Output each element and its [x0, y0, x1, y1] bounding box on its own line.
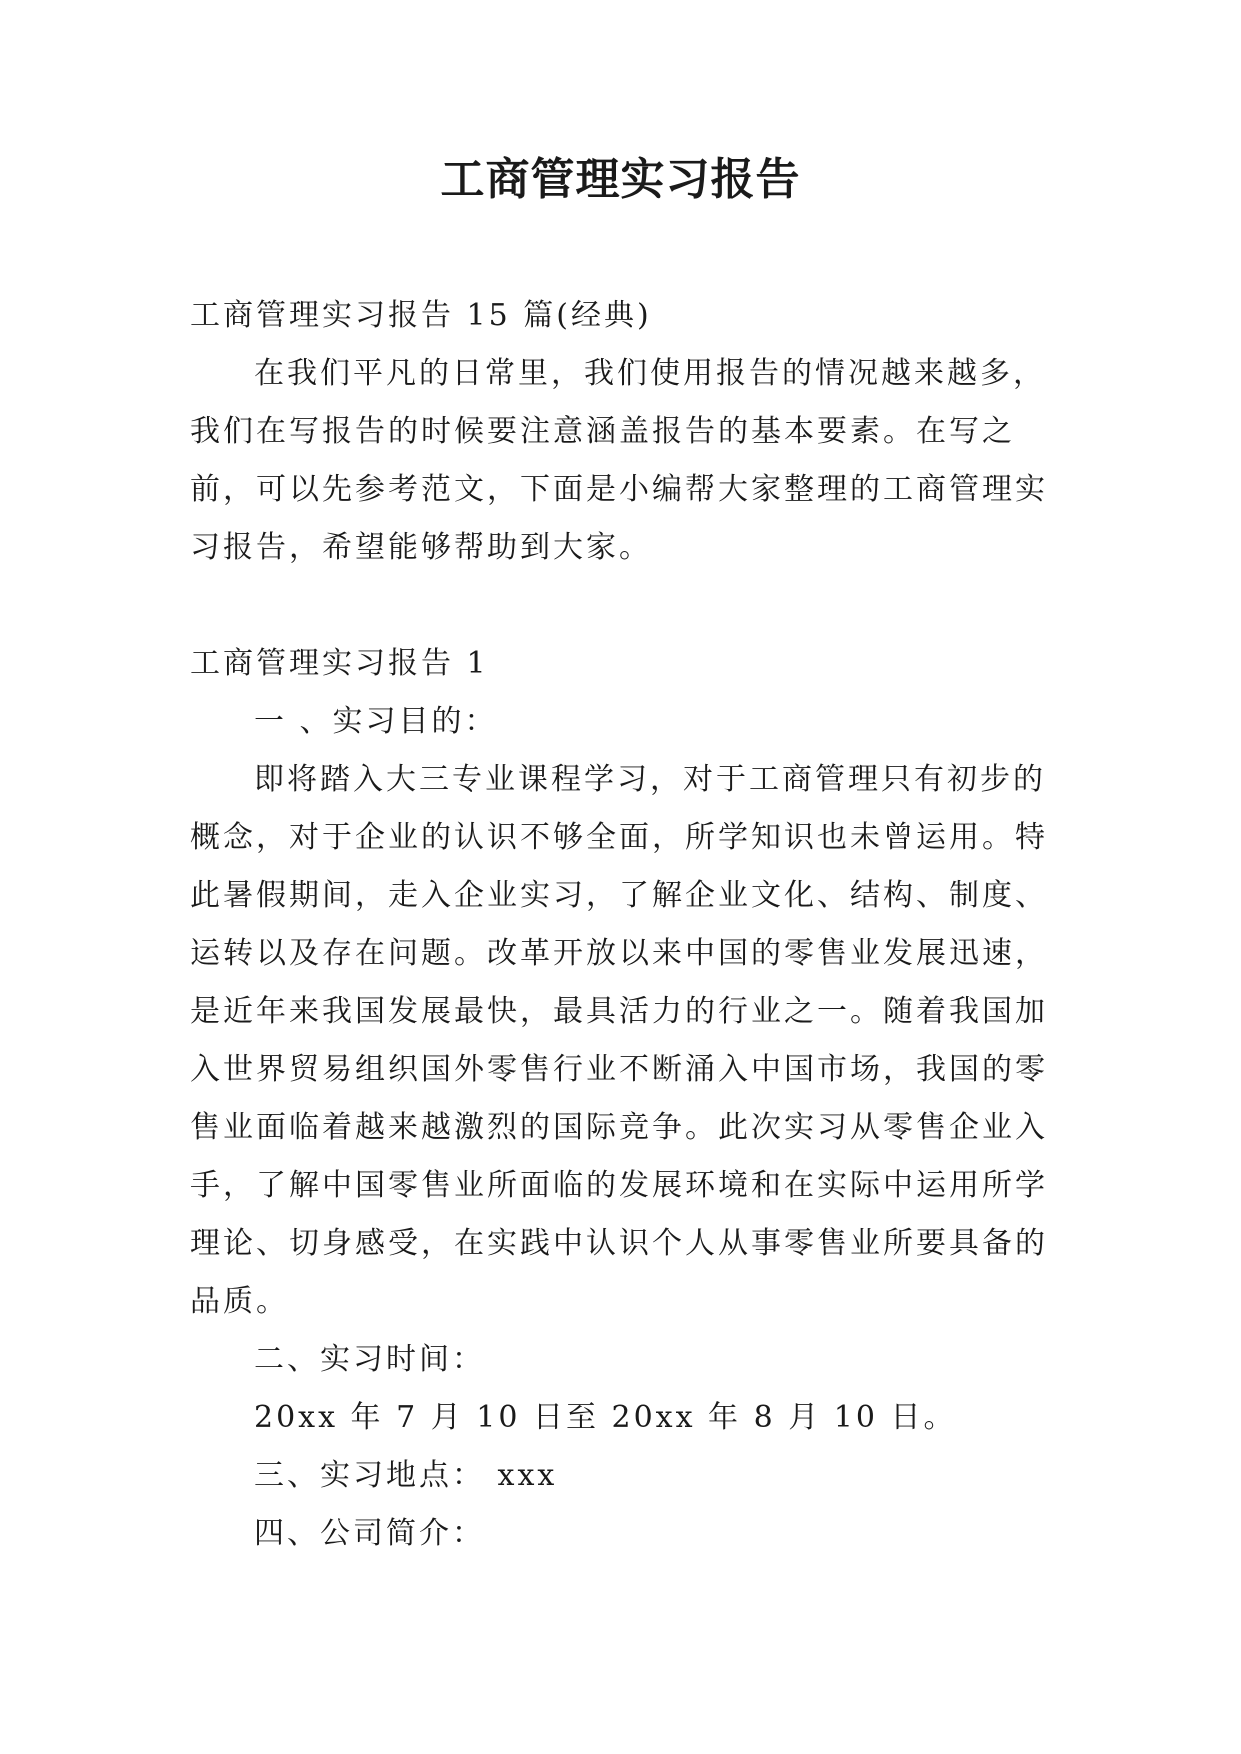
- document-body: [190, 287, 1056, 1563]
- section-heading-purpose: 一 、实习目的：: [254, 704, 498, 739]
- document-subtitle: 工商管理实习报告 15 篇(经典): [190, 298, 652, 333]
- location-line: 三、实习地点： xxx: [254, 1458, 558, 1493]
- intro-paragraph: 在我们平凡的日常里，我们使用报告的情况越来越多，我们在写报告的时候要注意涵盖报告的基本要素。在写之前，可以先参考范文，下面是小编帮大家整理的工商管理实习报告，希望能够帮助到大家。: [190, 356, 1048, 565]
- time-paragraph: 20xx 年 7 月 10 日至 20xx 年 8 月 10 日。: [254, 1400, 957, 1435]
- section-heading-company: 四、公司简介：: [254, 1516, 485, 1551]
- section-title: 工商管理实习报告 1: [190, 646, 489, 681]
- paragraph-spacer: [190, 577, 1056, 635]
- section-heading-time: 二、实习时间：: [254, 1342, 485, 1377]
- purpose-paragraph: 即将踏入大三专业课程学习，对于工商管理只有初步的概念，对于企业的认识不够全面，所学知识也未曾运用。特此暑假期间，走入企业实习，了解企业文化、结构、制度、运转以及存在问题。改革开放以来中国的零售业发展迅速，是近年来我国发展最快，最具活力的行业之一。随着我国加入世界贸易组织国外零售行业不断涌入中国市场，我国的零售业面临着越来越激烈的国际竞争。此次实习从零售企业入手，了解中国零售业所面临的发展环境和在实际中运用所学理论、切身感受，在实践中认识个人从事零售业所要具备的品质。: [190, 762, 1048, 1319]
- document-title: 工商管理实习报告: [440, 154, 801, 205]
